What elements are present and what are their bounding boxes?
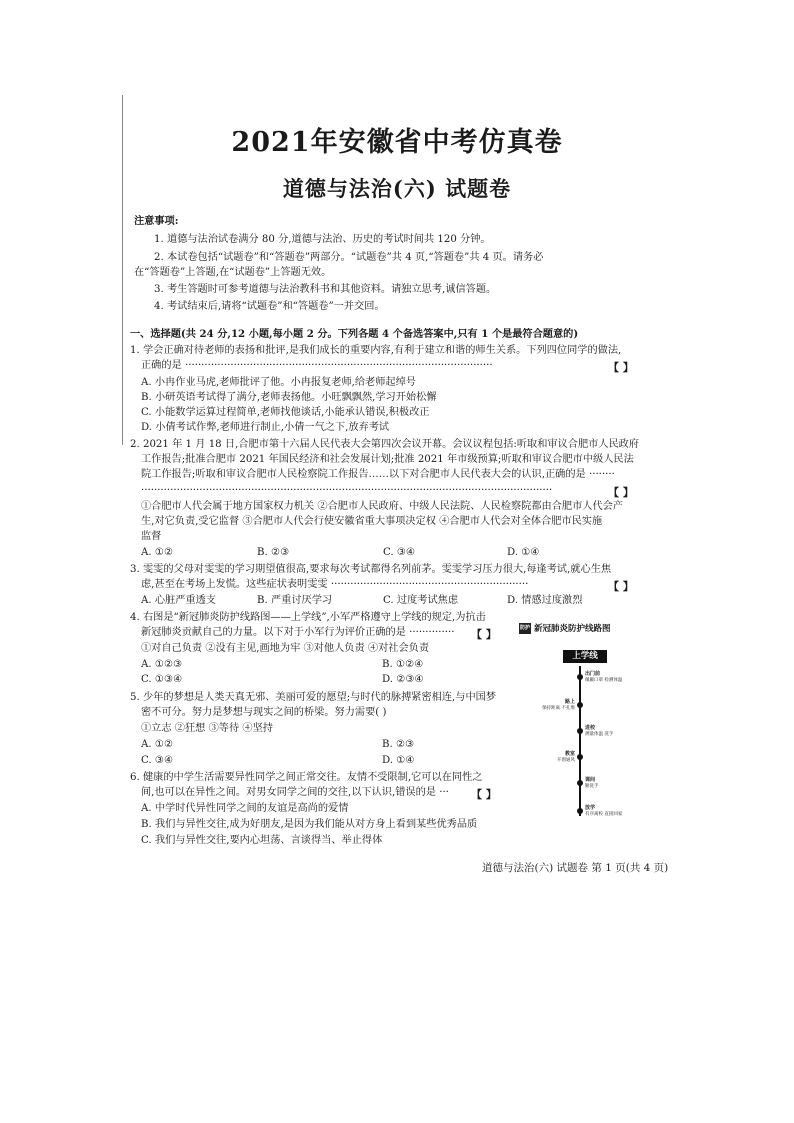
option-c: C. ①③④ <box>141 674 183 685</box>
route-stop-dot <box>577 780 583 786</box>
option-c: C. ③④ <box>383 547 416 558</box>
section-heading: 一、选择题(共 24 分,12 小题,每小题 2 分。下列各题 4 个备选答案中,只有 1 个是最符合题意的) <box>130 328 579 340</box>
route-stop-dot <box>577 702 583 708</box>
statements: 监督 <box>141 531 162 542</box>
route-map-figure <box>519 622 637 830</box>
stop-name: 教室 <box>564 751 575 757</box>
option-d: D. ①④ <box>382 755 415 766</box>
figure-header <box>519 622 637 636</box>
question-stem: 4. 右图是“新冠肺炎防护线路图——上学线”,小军严格遵守上学线的规定,为抗击 <box>130 612 486 623</box>
notice-item: 3. 考生答题时可参考道德与法治教科书和其他资料。请独立思考,诚信答题。 <box>154 284 497 295</box>
answer-bracket: 【 】 <box>608 486 634 499</box>
route-stop-dot <box>577 808 583 814</box>
option-d: D. ①④ <box>507 547 540 558</box>
option-a: A. 心脏严重透支 <box>141 595 216 606</box>
answer-bracket: 【 】 <box>471 628 497 641</box>
option-c: C. 我们与异性交往,要内心坦荡、言谈得当、举止得体 <box>141 835 383 846</box>
answer-bracket: 【 】 <box>608 580 634 593</box>
option-a: A. ①②③ <box>141 659 183 670</box>
stop-name: 路上 <box>564 699 575 705</box>
question-stem: 院工作报告;听取和审议合肥市人民检察院工作报告……以下对合肥市人民代表大会的认识,正确的是 ········ <box>141 469 615 480</box>
option-a: A. ①② <box>141 739 174 750</box>
statements: ①立志 ②狂想 ③等待 ④坚持 <box>141 723 273 734</box>
answer-bracket: 【 】 <box>608 361 634 374</box>
route-stop <box>585 671 622 684</box>
question-stem: 2. 2021 年 1 月 18 日,合肥市第十六届人民代表大会第四次会议开幕。会议议程包括:听取和审议合肥市人民政府 <box>130 439 640 450</box>
stop-desc: 开窗通风 <box>557 758 575 763</box>
question-stem: 新冠肺炎贡献自己的力量。以下对于小军行为评价正确的是 ·············· <box>141 627 455 638</box>
answer-bracket: 【 】 <box>471 788 497 801</box>
question-stem: 6. 健康的中学生活需要异性同学之间正常交往。友情不受限制,它可以在同性之 <box>130 772 483 783</box>
statements: ①合肥市人代会属于地方国家权力机关 ②合肥市人民政府、中级人民法院、人民检察院都由合肥市人代会产 <box>141 501 624 512</box>
route-label: 上学线 <box>563 650 607 663</box>
option-b: B. ②③ <box>257 547 290 558</box>
route-line <box>579 666 581 816</box>
option-d: D. 情感过度激烈 <box>507 595 583 606</box>
question-stem: ······························································································································· <box>141 485 553 496</box>
option-a: A. ①② <box>141 547 174 558</box>
route-stop <box>585 777 599 790</box>
option-c: C. 过度考试焦虑 <box>383 595 459 606</box>
stop-desc: 保持距离 不扎堆 <box>542 706 575 711</box>
notice-heading: 注意事项: <box>134 215 179 227</box>
stop-name: 出门前 <box>585 671 601 677</box>
statements: 生,对它负责,受它监督 ③合肥市人代会行使安徽省重大事项决定权 ④合肥市人代会对全体合肥市民实施 <box>141 516 603 527</box>
stop-name: 放学 <box>585 805 596 811</box>
option-c: C. ③④ <box>141 755 174 766</box>
exam-subtitle: 道德与法治(六) 试题卷 <box>282 176 512 201</box>
stop-name: 进校 <box>585 725 596 731</box>
route-stop-dot <box>577 674 583 680</box>
route-stop <box>541 699 575 712</box>
option-d: D. ②③④ <box>382 674 424 685</box>
question-stem: 间,也可以在异性之间。对男女同学之间的交往,以下认识,错误的是 ··· <box>141 787 449 798</box>
question-stem: 3. 雯雯的父母对雯雯的学习期望值很高,要求每次考试都得名列前茅。雯雯学习压力很大,每逢考试,就心生焦 <box>130 564 612 575</box>
question-stem: 1. 学会正确对待老师的表扬和批评,是我们成长的重要内容,有利于建立和谐的师生关系。下列四位同学的做法, <box>130 345 622 356</box>
statements: ①对自己负责 ②没有主见,画地为牢 ③对他人负责 ④对社会负责 <box>141 643 430 654</box>
notice-item: 2. 本试卷包括“试题卷”和“答题卷”两部分。“试题卷”共 4 页,“答题卷”共 4 页。请务必 <box>154 252 544 263</box>
stop-name: 课间 <box>585 777 596 783</box>
route-stop <box>541 751 575 764</box>
option-d: D. 小倩考试作弊,老师进行制止,小倩一气之下,放弃考试 <box>141 422 390 433</box>
stop-desc: 测量体温 洗手 <box>585 732 614 737</box>
notice-item: 在“答题卷”上答题,在“试题卷”上答题无效。 <box>134 267 332 278</box>
stop-desc: 有序离校 直接回家 <box>585 812 623 817</box>
notice-item: 1. 道德与法治试卷满分 80 分,道德与法治、历史的考试时间共 120 分钟。 <box>154 234 491 245</box>
option-b: B. 严重讨厌学习 <box>257 595 333 606</box>
option-b: B. ①②④ <box>382 659 424 670</box>
route-stop-dot <box>577 728 583 734</box>
question-stem: 虑,甚至在考场上发慌。这些症状表明雯雯 ····························································· <box>141 579 529 590</box>
route-stop-dot <box>577 754 583 760</box>
exam-title: 2021年安徽省中考仿真卷 <box>231 127 563 158</box>
question-stem: 密不可分。努力是梦想与现实之间的桥梁。努力需要( ) <box>141 707 387 718</box>
option-c: C. 小能数学运算过程简单,老师找他谈话,小能承认错误,积极改正 <box>141 407 430 418</box>
option-b: B. 小研英语考试得了满分,老师表扬他。小旺飘飘然,学习开始松懈 <box>141 392 437 403</box>
question-stem: 正确的是 ······························································································· <box>141 360 493 371</box>
stop-desc: 勤洗手 <box>585 784 599 789</box>
option-a: A. 中学时代异性同学之间的友谊是高尚的爱情 <box>141 803 349 814</box>
option-a: A. 小冉作业马虎,老师批评了他。小冉报复老师,给老师起绰号 <box>141 377 416 388</box>
question-stem: 工作报告;批准合肥市 2021 年国民经济和社会发展计划;批准 2021 年市级预算;听取和审议合肥市中级人民法 <box>141 454 634 465</box>
option-b: B. ②③ <box>382 739 415 750</box>
figure-tag: 防护 <box>519 623 531 634</box>
option-b: B. 我们与异性交往,成为好朋友,是因为我们能从对方身上看到某些优秀品质 <box>141 819 478 830</box>
route-stop <box>585 805 622 818</box>
stop-desc: 佩戴口罩 检测体温 <box>585 678 623 683</box>
notice-item: 4. 考试结束后,请将“试题卷”和“答题卷”一并交回。 <box>154 301 385 312</box>
page-footer: 道德与法治(六) 试题卷 第 1 页(共 4 页) <box>482 862 669 874</box>
route-stop <box>585 725 613 738</box>
question-stem: 5. 少年的梦想是人类天真无邪、美丽可爱的愿望;与时代的脉搏紧密相连,与中国梦 <box>130 692 497 703</box>
figure-title: 新冠肺炎防护线路图 <box>534 624 611 634</box>
